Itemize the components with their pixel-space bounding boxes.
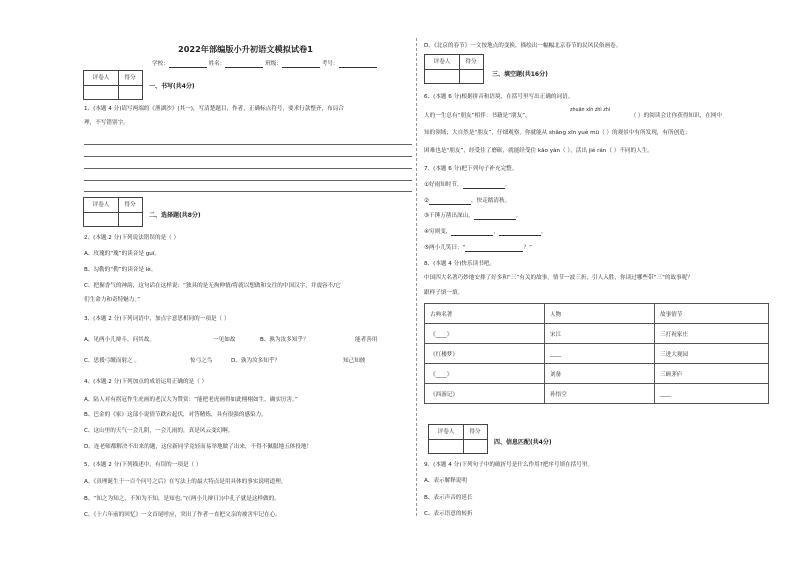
table-header-row <box>425 304 769 324</box>
writing-line-5[interactable] <box>84 191 412 192</box>
q6-line1-text: 人的一生总有“朋友”相伴：书籍是“朋友”， <box>424 113 531 119</box>
q7-blank-1[interactable] <box>463 188 505 189</box>
blank-bracket[interactable]: （ ） <box>630 113 644 119</box>
writing-line-1[interactable] <box>84 144 412 145</box>
scorebox-section3 <box>424 54 484 84</box>
q7-blank-5[interactable] <box>465 251 523 252</box>
q7-item2-text2: ，快走踏清秋。 <box>471 198 511 204</box>
section3-heading: 三、填空题(共16分) <box>492 71 548 78</box>
q7-item1-text: ①好雨知时节， <box>424 182 463 188</box>
q2-stem: 2、(本题 2 分)下列说法错误的是（ ） <box>84 235 180 241</box>
score-label: 得分 <box>463 425 487 440</box>
q9-option-c: C、表示语意的转折 <box>424 511 473 517</box>
q7-item2-text: ② <box>424 198 430 204</box>
table-cell: 三打祝家庄 <box>655 324 769 344</box>
table-cell[interactable]: 《____》 <box>425 364 545 384</box>
q8-line1: 中国四大名著巧妙地安排了好多和“三”有关的故事，情节一波三折，引人入胜，你读过哪些带“三”的故事呢？ <box>424 275 693 281</box>
section4-heading: 四、信息匹配(共4分) <box>494 439 552 446</box>
table-row <box>425 384 769 404</box>
q7-blank-4a[interactable] <box>451 235 493 236</box>
scorebox-section1 <box>83 70 143 100</box>
q3-option-b[interactable]: B、孰为汝多知乎？ <box>260 337 309 343</box>
q3-option-c[interactable]: C、思援弓缴而射之 。 <box>84 358 141 364</box>
table-row <box>425 324 769 344</box>
q4-option-d[interactable]: D、连老师都解决不出来的题，这位新同学竟轻而易举地做了出来，不得不佩服地五体投地！ <box>84 444 313 450</box>
q8-line2: 跟样子填一填。 <box>424 290 464 296</box>
school-label: 学校： <box>152 61 169 67</box>
score-label: 得分 <box>118 198 142 213</box>
q7-stem: 7、(本题 6 分)把下列句子补充完整。 <box>424 166 518 172</box>
table-row <box>425 344 769 364</box>
q5-option-c[interactable]: C、《十六年前的回忆》一文首尾呼应，突出了作者一直把父亲的被害牢记在心。 <box>84 512 281 518</box>
reviewer-label: 评卷人 <box>429 425 464 440</box>
q7-item4-text: ④穷则变， <box>424 229 452 235</box>
q5-option-a[interactable]: A、《真理诞生于一百个问号之后》在写法上的最大特点是用具体的事实说明道理。 <box>84 479 287 485</box>
table-header-cell: 故事情节 <box>655 304 769 324</box>
q3-option-c-word: 惊弓之鸟 <box>190 358 213 364</box>
q7-blank-2[interactable] <box>429 204 471 205</box>
q5-option-d[interactable]: D、《北京的春节》一文按地点的变换，描绘出一幅幅北京春节的民风民俗画卷。 <box>424 43 622 49</box>
q7-item3: ③千锤万凿出深山， 。 <box>424 213 522 219</box>
table-cell: 三进大观园 <box>655 344 769 364</box>
table-cell: 宋江 <box>545 324 655 344</box>
q4-stem: 4、(本题 2 分)下列加点的成语运用正确的是（ ） <box>84 379 208 385</box>
q6-line3-text: 困难也是“朋友”，经受住了磨砺，就能经受住 kǎo yàn <box>424 148 561 154</box>
q9-option-b: B、表示声音的延长 <box>424 495 473 501</box>
table-header-cell: 人物 <box>545 304 655 324</box>
q6-line3-text3: 不同的人生。 <box>619 148 653 154</box>
q1-line2: 理，不写错别字。 <box>84 120 129 126</box>
score-label: 得分 <box>459 55 483 70</box>
table-cell: 刘备 <box>545 364 655 384</box>
number-field[interactable] <box>339 67 377 68</box>
q9-stem: 9、(本题 4 分)下列句子中的破折号是什么作用?把序号填在括号里。 <box>424 462 594 468</box>
name-label: 姓名： <box>208 61 226 67</box>
q3-option-d[interactable]: D、孰为汝多知乎？ <box>231 358 281 364</box>
table-cell: 三顾茅庐 <box>655 364 769 384</box>
q4-option-a[interactable]: A、陆人对有拐冠作生虎画的老汉大为赞赏：“能把老虎画得如此栩栩如生，确实厉害。” <box>84 397 298 403</box>
q6-stem: 6、(本题 6 分)根据拼音和语境，在括号里写出正确的词语。 <box>424 94 574 100</box>
section2-heading: 二、选择题(共8分) <box>149 212 201 219</box>
q7-item5 <box>424 245 532 252</box>
q4-option-c[interactable]: C、这山里的天气一会儿阴，一会儿雨的，真是风云变幻啊。 <box>84 428 234 434</box>
school-field[interactable] <box>169 67 207 68</box>
table-cell: 《西游记》 <box>425 384 545 404</box>
q3-stem: 3、(本题 2 分)下列词语中，加点字意思相同的一项是（ ） <box>84 316 230 322</box>
q6-pinyin-1: zhuān xīn zhì zhì <box>570 108 611 113</box>
q7-item4: ④穷则变， ， 。 <box>424 229 547 235</box>
class-label: 班级： <box>265 61 282 67</box>
q3-option-a[interactable]: A、见两小儿辩斗，问其故。 <box>84 337 155 343</box>
reviewer-label: 评卷人 <box>425 55 460 70</box>
story-table <box>424 303 769 404</box>
q5-stem: 5、(本题 2 分)下列描述中，有误的一项是（ ） <box>84 462 202 468</box>
writing-line-3[interactable] <box>84 168 412 169</box>
class-field[interactable] <box>282 67 320 68</box>
table-header-cell: 古典名著 <box>425 304 545 324</box>
q7-blank-3[interactable] <box>474 219 516 220</box>
q2-option-c-line1[interactable]: C、把握香气的神韵，这句话在这样说：“独具的是无拘伸情/将就以想做和交往的中国汉字，并震容不/它 <box>84 283 341 289</box>
q2-option-b[interactable]: B、勾勒的“勒”的读音是 lè。 <box>84 267 157 273</box>
table-cell[interactable]: ____ <box>545 344 655 364</box>
q2-option-c-line2: 们生命力和奇特魅力。” <box>84 297 141 303</box>
q6-line2-text2: 的观景中有所发现，有所创造； <box>612 130 691 136</box>
q2-option-a[interactable]: A、玫瑰的“瑰”的读音是 guī。 <box>84 251 160 257</box>
q7-item3-text: ③千锤万凿出深山， <box>424 213 474 219</box>
table-cell: 《红楼梦》 <box>425 344 545 364</box>
writing-line-2[interactable] <box>84 156 412 157</box>
q6-line3 <box>424 148 653 155</box>
q7-item1: ①好雨知时节， 。 <box>424 182 511 188</box>
q7-item4-text2: ， <box>493 229 499 235</box>
q3-option-a-word: 一见如故 <box>213 337 236 343</box>
table-row <box>425 364 769 384</box>
q3-option-b-word: 能者善用 <box>355 337 378 343</box>
reviewer-label: 评卷人 <box>84 198 119 213</box>
blank-bracket[interactable]: （ ） <box>560 148 571 154</box>
number-label: 考号： <box>321 61 339 67</box>
header-fields <box>152 61 377 68</box>
q9-option-a: A、表示解释说明 <box>424 478 467 484</box>
blank-bracket[interactable]: （ ） <box>606 148 620 154</box>
exam-title: 2022年部编版小升初语文模拟试卷1 <box>178 44 313 54</box>
writing-line-4[interactable] <box>84 180 412 181</box>
q3-option-d-word: 知己知彼 <box>343 358 366 364</box>
q6-line1 <box>424 113 722 120</box>
q1-line1: 1、(本题 4 分)请写两端的《渔湖沙》(其一)，写清楚题目，作者，正确标点符号，要求行款整齐，布局合 <box>84 106 344 112</box>
name-field[interactable] <box>225 67 263 68</box>
table-cell: 孙悟空 <box>545 384 655 404</box>
blank-bracket[interactable]: （ ） <box>599 130 613 136</box>
column-divider <box>416 38 417 516</box>
q7-item5-text: ⑤两小儿笑曰：“ <box>424 245 466 251</box>
q4-option-b[interactable]: B、巴金的《家》这部小说情节跌宕起伏，对答精炼，具有很强的感染力。 <box>84 412 267 418</box>
q7-item5-text2: ？” <box>523 245 532 251</box>
table-cell[interactable]: ____ <box>655 384 769 404</box>
q5-option-b[interactable]: B、“知之为知之，不知为不知，是知也。”(《两小儿辩日》)中孔子就是这样做的。 <box>84 496 280 502</box>
reviewer-label: 评卷人 <box>84 71 119 86</box>
scorebox-section4 <box>428 424 488 454</box>
q6-line2 <box>424 130 690 137</box>
scorebox-section2 <box>83 197 143 227</box>
q6-line1-text2: 的阅读会让你获得知识，在网中 <box>643 113 722 119</box>
q8-stem: 8、(本题 4 分)快乐读书吧。 <box>424 261 495 267</box>
q7-item2 <box>424 198 510 205</box>
q6-line2-text: 知的领域；大自然是“朋友”，仔细观察，你就能从 shǎng xīn yuè mù <box>424 130 600 136</box>
table-cell[interactable]: 《____》 <box>425 324 545 344</box>
score-label: 得分 <box>118 71 142 86</box>
section1-heading: 一、书写(共4分) <box>149 83 195 90</box>
q7-blank-4b[interactable] <box>499 235 541 236</box>
q6-line3-text2: ，活出 jié rán <box>570 148 607 154</box>
